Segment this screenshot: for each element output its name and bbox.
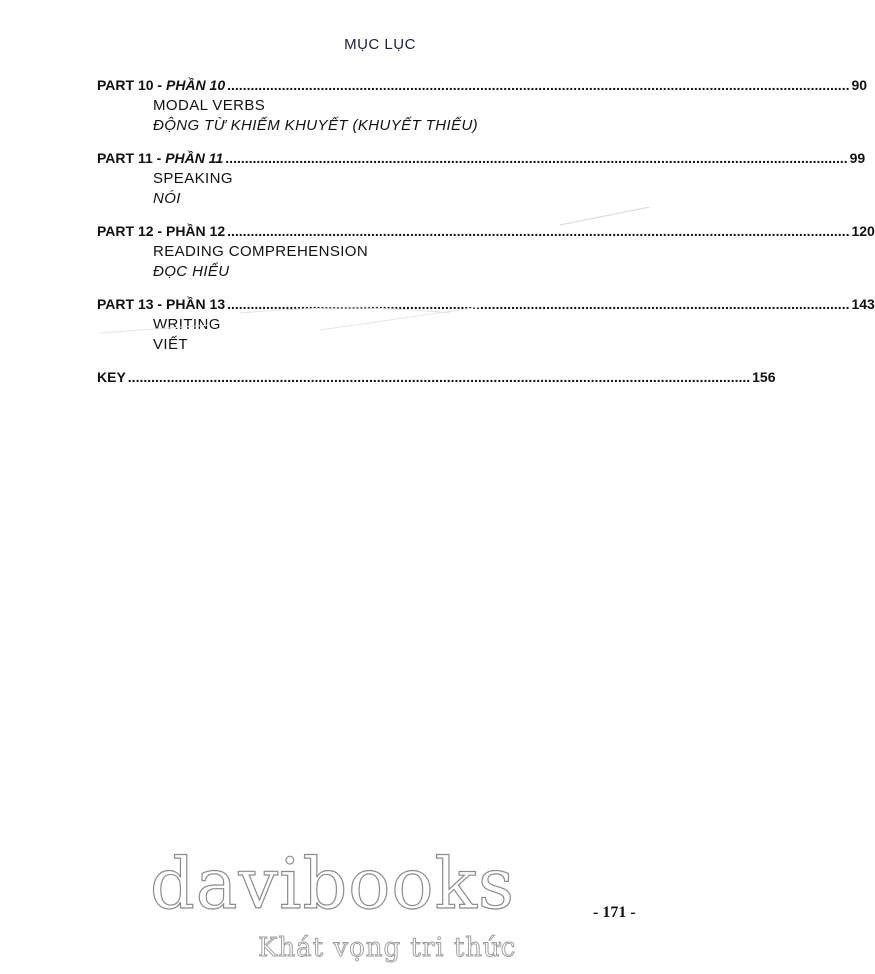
toc-entry-heading [97, 220, 875, 242]
toc-entry-subtitle-en: SPEAKING [153, 170, 233, 187]
toc-entry-title: PART 13 - PHẦN 13 [97, 296, 226, 312]
logo-brand-text: davibooks [150, 843, 515, 925]
toc-entry-subtitle-vn: VIẾT [153, 336, 188, 353]
toc-entry-part-12 [97, 220, 875, 282]
toc-entry-page: 143 [851, 296, 875, 312]
toc-entry-title: PART 12 - PHẦN 12 [97, 223, 226, 239]
toc-entry-vn-title: PHẦN 10 [165, 77, 226, 93]
toc-entry-vn-title: PHẦN 12 [165, 223, 226, 239]
toc-entry-vn-title: PHẦN 11 [165, 150, 224, 166]
dot-leader: ................................................................................................................................................................ [127, 369, 751, 385]
davibooks-logo [146, 836, 546, 966]
toc-entry-part-13 [97, 293, 875, 355]
toc-entry-heading [97, 147, 866, 169]
dot-leader: ................................................................................................................................................................ [227, 77, 850, 93]
toc-entry-page: 99 [849, 150, 866, 166]
toc-entry-subtitle-en: MODAL VERBS [153, 97, 266, 114]
toc-entry-subtitle-vn: NÓI [153, 190, 181, 207]
dot-leader: ................................................................................................................................................................ [227, 296, 850, 312]
page-number: - 171 - [593, 904, 636, 921]
toc-entry-subtitle-en: WRITING [153, 316, 221, 333]
toc-entry-page: 120 [851, 223, 875, 239]
toc-entry-heading [97, 366, 776, 388]
toc-entry-title: PART 10 - PHẦN 10 [97, 77, 226, 93]
toc-entry-title: KEY [97, 369, 126, 385]
toc-entry-title: PART 11 - PHẦN 11 [97, 150, 224, 166]
toc-entry-heading [97, 74, 868, 96]
toc-entry-key [97, 366, 776, 388]
logo-tagline-text: Khát vọng tri thức [258, 933, 517, 963]
toc-entry-heading [97, 293, 875, 315]
toc-entry-subtitle-vn: ĐỘNG TỪ KHIẾM KHUYẾT (KHUYẾT THIẾU) [153, 117, 479, 134]
toc-entry-vn-title: PHẦN 13 [165, 296, 226, 312]
table-of-contents [97, 74, 875, 388]
toc-entry-part-10 [97, 74, 868, 136]
toc-entry-subtitle-en: READING COMPREHENSION [153, 243, 369, 260]
toc-entry-page: 90 [851, 77, 868, 93]
dot-leader: ................................................................................................................................................................ [225, 150, 848, 166]
toc-entry-subtitle-vn: ĐỌC HIỂU [153, 263, 230, 280]
dot-leader: ................................................................................................................................................................ [227, 223, 850, 239]
toc-entry-part-11 [97, 147, 866, 209]
toc-entry-page: 156 [752, 369, 776, 385]
page-header: MỤC LỤC [344, 36, 416, 53]
